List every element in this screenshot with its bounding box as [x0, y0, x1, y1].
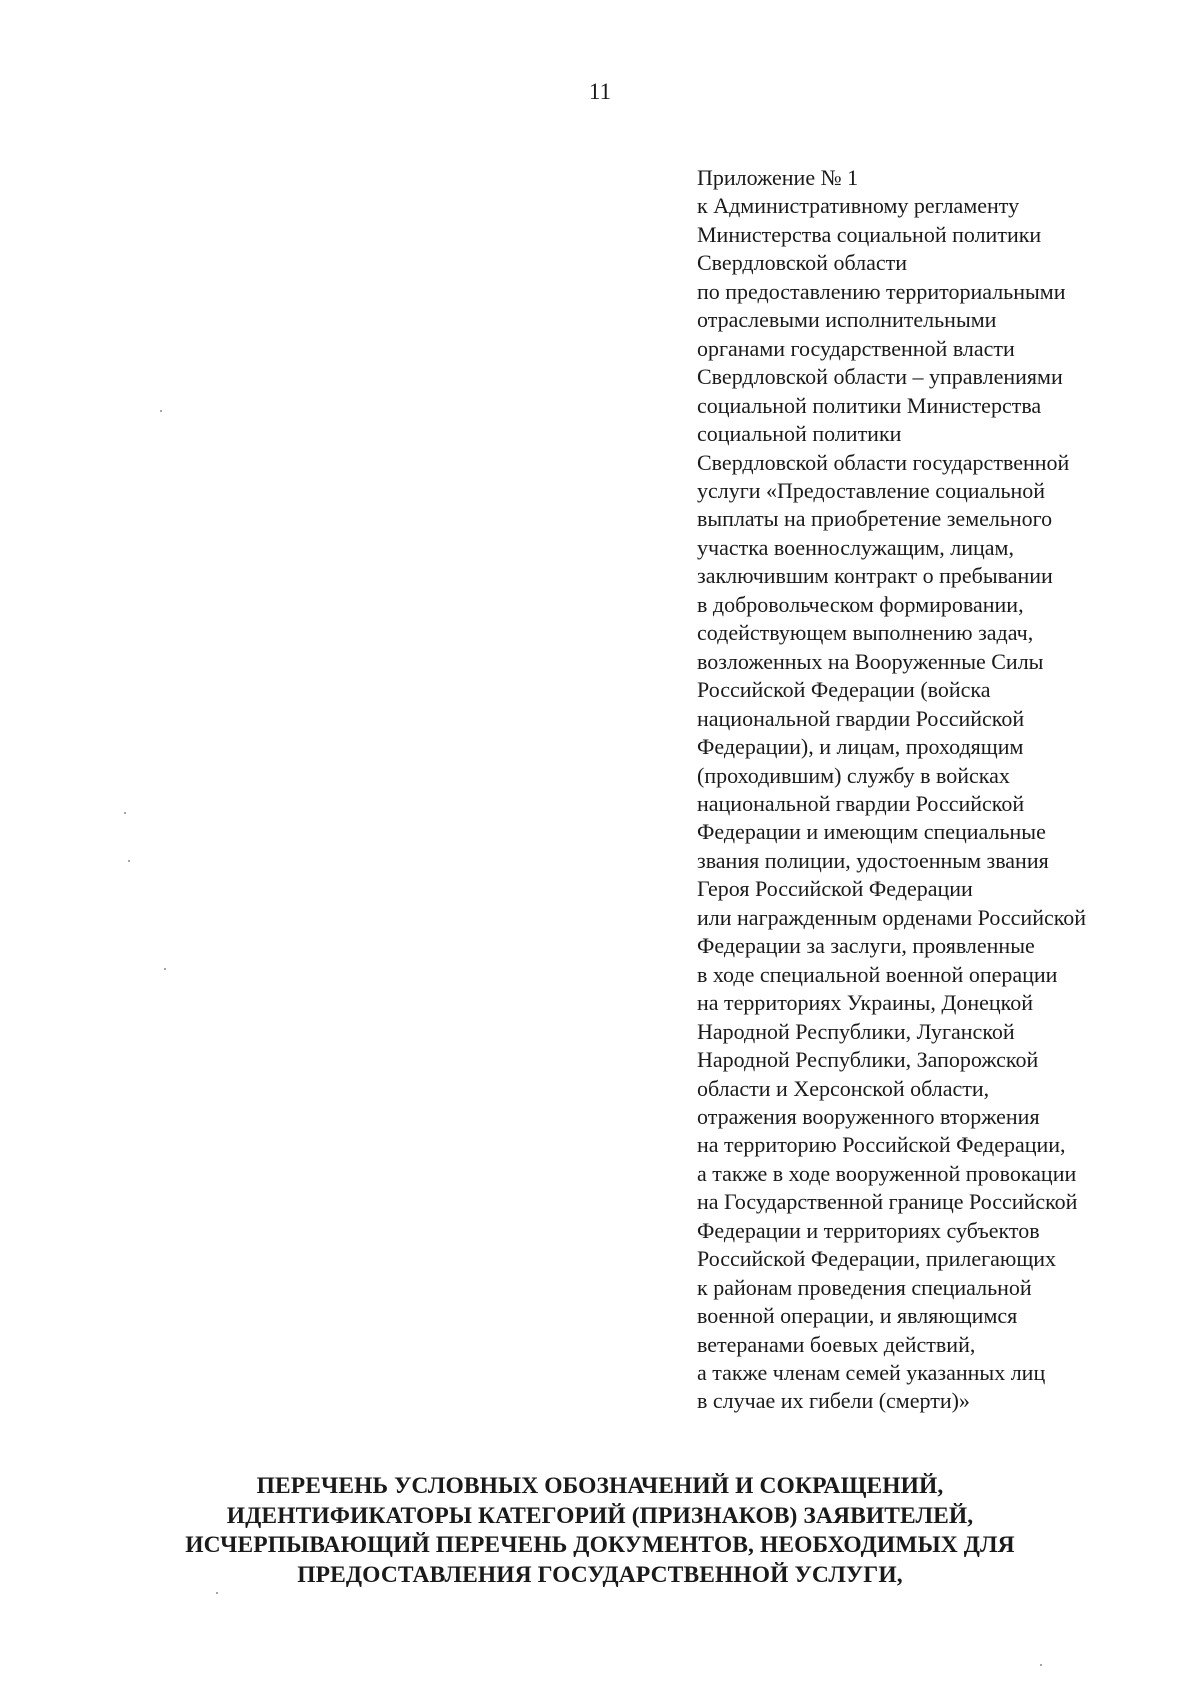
appendix-line: Федерации и имеющим специальные [697, 819, 1046, 845]
appendix-line: национальной гвардии Российской [697, 705, 1025, 731]
appendix-line: Федерации за заслуги, проявленные [697, 933, 1035, 959]
appendix-line: ветеранами боевых действий, [697, 1331, 976, 1357]
appendix-line: возложенных на Вооруженные Силы [697, 648, 1044, 674]
appendix-line: Федерации и территориях субъектов [697, 1217, 1040, 1243]
appendix-line: национальной гвардии Российской [697, 790, 1025, 816]
appendix-line: Приложение № 1 [697, 165, 859, 190]
title-line: ПЕРЕЧЕНЬ УСЛОВНЫХ ОБОЗНАЧЕНИЙ И СОКРАЩЕНИЙ, [256, 1473, 944, 1499]
appendix-line: Народной Республики, Луганской [697, 1018, 1015, 1044]
appendix-line: Федерации), и лицам, проходящим [697, 734, 1024, 760]
appendix-line: на территориях Украины, Донецкой [697, 990, 1033, 1016]
scan-speck [164, 968, 166, 970]
appendix-line: звания полиции, удостоенным звания [697, 847, 1049, 873]
appendix-line: отражения вооруженного вторжения [697, 1103, 1040, 1129]
appendix-line: Народной Республики, Запорожской [697, 1047, 1039, 1073]
appendix-line: или награжденным орденами Российской [697, 904, 1087, 930]
appendix-line: в добровольческом формировании, [697, 591, 1024, 617]
appendix-line: а также членам семей указанных лиц [697, 1360, 1046, 1386]
scan-speck [128, 860, 130, 862]
appendix-line: отраслевыми исполнительными [697, 307, 997, 333]
appendix-line: на территорию Российской Федерации, [697, 1132, 1066, 1158]
title-line: ПРЕДОСТАВЛЕНИЯ ГОСУДАРСТВЕННОЙ УСЛУГИ, [297, 1561, 903, 1588]
appendix-line: Свердловской области [697, 250, 907, 276]
scan-speck [124, 812, 126, 814]
appendix-line: (проходившим) службу в войсках [697, 762, 1010, 788]
appendix-line: выплаты на приобретение земельного [697, 506, 1053, 532]
appendix-line: участка военнослужащим, лицам, [697, 534, 1014, 560]
appendix-line: Свердловской области государственной [697, 449, 1070, 475]
appendix-line: Министерства социальной политики [697, 221, 1042, 247]
title-line: ИСЧЕРПЫВАЮЩИЙ ПЕРЕЧЕНЬ ДОКУМЕНТОВ, НЕОБХОДИМЫХ ДЛЯ [185, 1532, 1015, 1558]
appendix-line: к Административному регламенту [697, 193, 1020, 219]
appendix-line: военной операции, и являющимся [697, 1303, 1018, 1329]
appendix-line: услуги «Предоставление социальной [697, 477, 1046, 503]
appendix-line: в случае их гибели (смерти)» [697, 1388, 970, 1414]
appendix-line: органами государственной власти [697, 335, 1015, 361]
appendix-line: содействующем выполнению задач, [697, 620, 1034, 646]
title-line: ИДЕНТИФИКАТОРЫ КАТЕГОРИЙ (ПРИЗНАКОВ) ЗАЯВИТЕЛЕЙ, [226, 1502, 974, 1529]
appendix-line: социальной политики Министерства [697, 392, 1042, 418]
appendix-line: Героя Российской Федерации [697, 876, 973, 902]
appendix-line: в ходе специальной военной операции [697, 961, 1058, 987]
appendix-line: социальной политики [697, 421, 902, 447]
document-title [0, 1472, 1200, 1590]
appendix-header [697, 164, 1177, 1416]
page-number: 11 [588, 79, 612, 104]
appendix-line: к районам проведения специальной [697, 1274, 1032, 1300]
appendix-line: Российской Федерации, прилегающих [697, 1246, 1057, 1272]
appendix-line: Свердловской области – управлениями [697, 364, 1063, 390]
scan-speck [1040, 1664, 1042, 1666]
scan-speck [216, 1592, 218, 1594]
appendix-line: на Государственной границе Российской [697, 1189, 1078, 1215]
appendix-line: а также в ходе вооруженной провокации [697, 1160, 1077, 1186]
appendix-line: области и Херсонской области, [697, 1075, 990, 1101]
appendix-line: Российской Федерации (войска [697, 677, 991, 703]
appendix-line: по предоставлению территориальными [697, 278, 1066, 304]
scan-speck [160, 410, 162, 412]
appendix-line: заключившим контракт о пребывании [697, 563, 1053, 589]
